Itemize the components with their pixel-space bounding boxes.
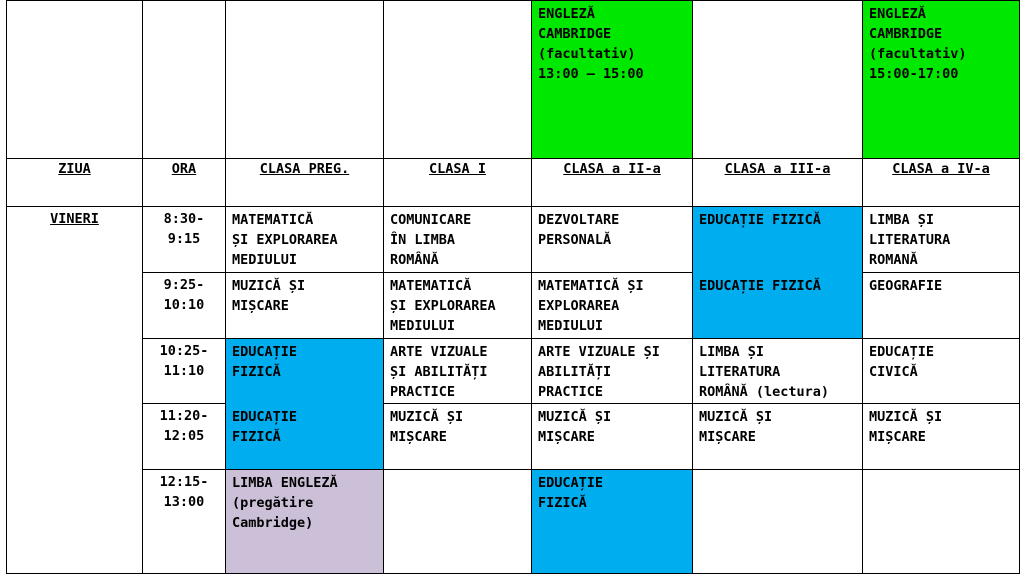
- lesson-cell: [863, 207, 1020, 273]
- table-row: [7, 339, 1020, 404]
- header-class-4: CLASA a IV-a: [863, 159, 1020, 207]
- time-label: 10:25- 11:10: [159, 343, 209, 379]
- empty-cell: [384, 1, 532, 159]
- lesson-text: LIMBA ȘI LITERATURA ROMÂNĂ (lectura): [699, 344, 830, 400]
- lesson-text: MUZICĂ ȘI MIȘCARE: [699, 409, 773, 445]
- time-cell: [143, 339, 226, 404]
- header-time: ORA: [143, 159, 226, 207]
- lesson-text: EDUCAȚIE FIZICĂ: [699, 277, 821, 294]
- lesson-cell: [226, 339, 384, 404]
- header-class-3: CLASA a III-a: [693, 159, 863, 207]
- lesson-text: MUZICĂ ȘI MIȘCARE: [390, 409, 464, 445]
- lesson-text: ARTE VIZUALE ȘI ABILITĂȚI PRACTICE: [390, 344, 488, 400]
- lesson-cell: [384, 273, 532, 339]
- optional-class-text: ENGLEZĂ CAMBRIDGE (facultativ) 13:00 – 15:00: [538, 6, 644, 82]
- lesson-text: ARTE VIZUALE ȘI ABILITĂȚI PRACTICE: [538, 344, 660, 400]
- header-row: [7, 159, 1020, 207]
- lesson-text: [863, 470, 1019, 473]
- lesson-text: EDUCAȚIE FIZICĂ: [699, 212, 821, 228]
- lesson-cell: [532, 273, 693, 339]
- lesson-cell: [863, 470, 1020, 574]
- time-label: 8:30- 9:15: [163, 211, 205, 247]
- empty-cell: [143, 1, 226, 159]
- lesson-text: LIMBA ENGLEZĂ (pregătire Cambridge): [232, 475, 338, 531]
- lesson-text: [384, 470, 531, 473]
- optional-class-cell: [532, 1, 693, 159]
- lesson-cell: [693, 470, 863, 574]
- timetable-sheet: [6, 0, 1019, 577]
- lesson-cell: [384, 470, 532, 574]
- lesson-text: COMUNICARE ÎN LIMBA ROMÂNĂ: [390, 212, 472, 268]
- table-row: [7, 273, 1020, 339]
- lesson-text: EDUCAȚIE FIZICĂ: [232, 408, 298, 445]
- lesson-cell: [384, 339, 532, 404]
- lesson-text: EDUCAȚIE FIZICĂ: [232, 344, 298, 380]
- lesson-cell: [226, 404, 384, 470]
- lesson-text: MUZICĂ ȘI MIȘCARE: [232, 278, 306, 314]
- time-cell: [143, 470, 226, 574]
- table-row: [7, 470, 1020, 574]
- time-label: 11:20- 12:05: [159, 408, 209, 444]
- header-class-prep: CLASA PREG.: [226, 159, 384, 207]
- optional-class-text: ENGLEZĂ CAMBRIDGE (facultativ) 15:00-17:00: [869, 6, 967, 82]
- time-cell: [143, 207, 226, 273]
- timetable: [6, 0, 1020, 574]
- lesson-text: GEOGRAFIE: [869, 278, 943, 294]
- lesson-cell: [226, 470, 384, 574]
- lesson-text: EDUCAȚIE CIVICĂ: [869, 344, 935, 380]
- lesson-cell: [863, 404, 1020, 470]
- time-cell: [143, 404, 226, 470]
- lesson-text: MATEMATICĂ ȘI EXPLORAREA MEDIULUI: [390, 278, 496, 334]
- lesson-cell: [226, 273, 384, 339]
- lesson-text: LIMBA ȘI LITERATURA ROMANĂ: [869, 212, 951, 268]
- lesson-cell: [532, 404, 693, 470]
- empty-cell: [7, 1, 143, 159]
- empty-cell: [226, 1, 384, 159]
- lesson-cell: [693, 207, 863, 273]
- day-label: VINERI: [50, 211, 99, 227]
- lesson-cell: [226, 207, 384, 273]
- lesson-text: [693, 470, 862, 473]
- lesson-text: MATEMATICĂ ȘI EXPLORAREA MEDIULUI: [538, 278, 644, 334]
- lesson-text: MUZICĂ ȘI MIȘCARE: [538, 409, 612, 445]
- time-cell: [143, 273, 226, 339]
- lesson-cell: [863, 339, 1020, 404]
- lesson-cell: [693, 339, 863, 404]
- lesson-cell: [532, 470, 693, 574]
- lesson-cell: [532, 339, 693, 404]
- empty-cell: [693, 1, 863, 159]
- header-day: ZIUA: [7, 159, 143, 207]
- header-class-2: CLASA a II-a: [532, 159, 693, 207]
- time-label: 12:15- 13:00: [159, 474, 209, 510]
- lesson-cell: [863, 273, 1020, 339]
- optional-class-cell: [863, 1, 1020, 159]
- lesson-cell: [532, 207, 693, 273]
- lesson-cell: [384, 207, 532, 273]
- lesson-cell: [693, 273, 863, 339]
- lesson-text: MATEMATICĂ ȘI EXPLORAREA MEDIULUI: [232, 212, 338, 268]
- day-cell: [7, 207, 143, 574]
- optional-classes-row: [7, 1, 1020, 159]
- time-label: 9:25- 10:10: [163, 277, 205, 313]
- lesson-cell: [384, 404, 532, 470]
- lesson-cell: [693, 404, 863, 470]
- lesson-text: MUZICĂ ȘI MIȘCARE: [869, 409, 943, 445]
- lesson-text: DEZVOLTARE PERSONALĂ: [538, 212, 620, 248]
- header-class-1: CLASA I: [384, 159, 532, 207]
- table-row: [7, 404, 1020, 470]
- table-row: [7, 207, 1020, 273]
- lesson-text: EDUCAȚIE FIZICĂ: [538, 475, 604, 511]
